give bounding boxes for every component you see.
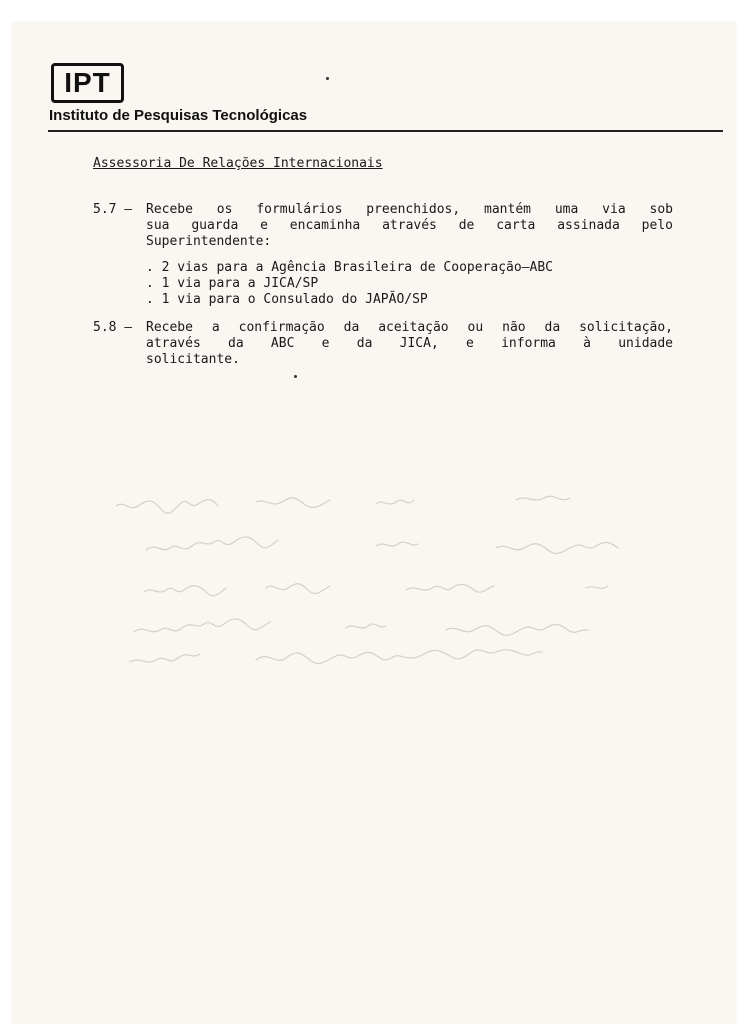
item-body: [146, 202, 673, 250]
item-line: Superintendente:: [146, 234, 272, 249]
bullet-item: . 2 vias para a Agência Brasileira de Cooperação–ABC: [146, 260, 553, 275]
speck-mark: [326, 77, 329, 80]
bullet-list: [146, 260, 553, 308]
ipt-logo: [51, 63, 124, 103]
item-line: Recebe a confirmação da aceitação ou não da solicitação,: [146, 320, 673, 335]
item-line: Recebe os formulários preenchidos, mantém uma via sob: [146, 202, 673, 217]
section-title: Assessoria De Relações Internacionais: [93, 156, 383, 171]
faint-pencil-handwriting: [116, 488, 716, 668]
bullet-item: . 1 via para a JICA/SP: [146, 276, 319, 291]
header-divider: [48, 130, 723, 132]
item-line: sua guarda e encaminha através de carta assinada pelo: [146, 218, 673, 233]
item-number: 5.8 –: [93, 320, 133, 335]
institute-name: Instituto de Pesquisas Tecnológicas: [49, 107, 308, 124]
item-number: 5.7 –: [93, 202, 133, 217]
bullet-item: . 1 via para o Consulado do JAPÃO/SP: [146, 292, 428, 307]
item-body: [146, 320, 673, 368]
item-5-8: [93, 320, 673, 368]
item-line: através da ABC e da JICA, e informa à unidade: [146, 336, 673, 351]
speck-mark: [294, 375, 297, 378]
item-5-7: [93, 202, 673, 250]
logo-text: IPT: [64, 67, 111, 98]
document-page: [12, 22, 736, 1024]
item-line: solicitante.: [146, 352, 240, 367]
